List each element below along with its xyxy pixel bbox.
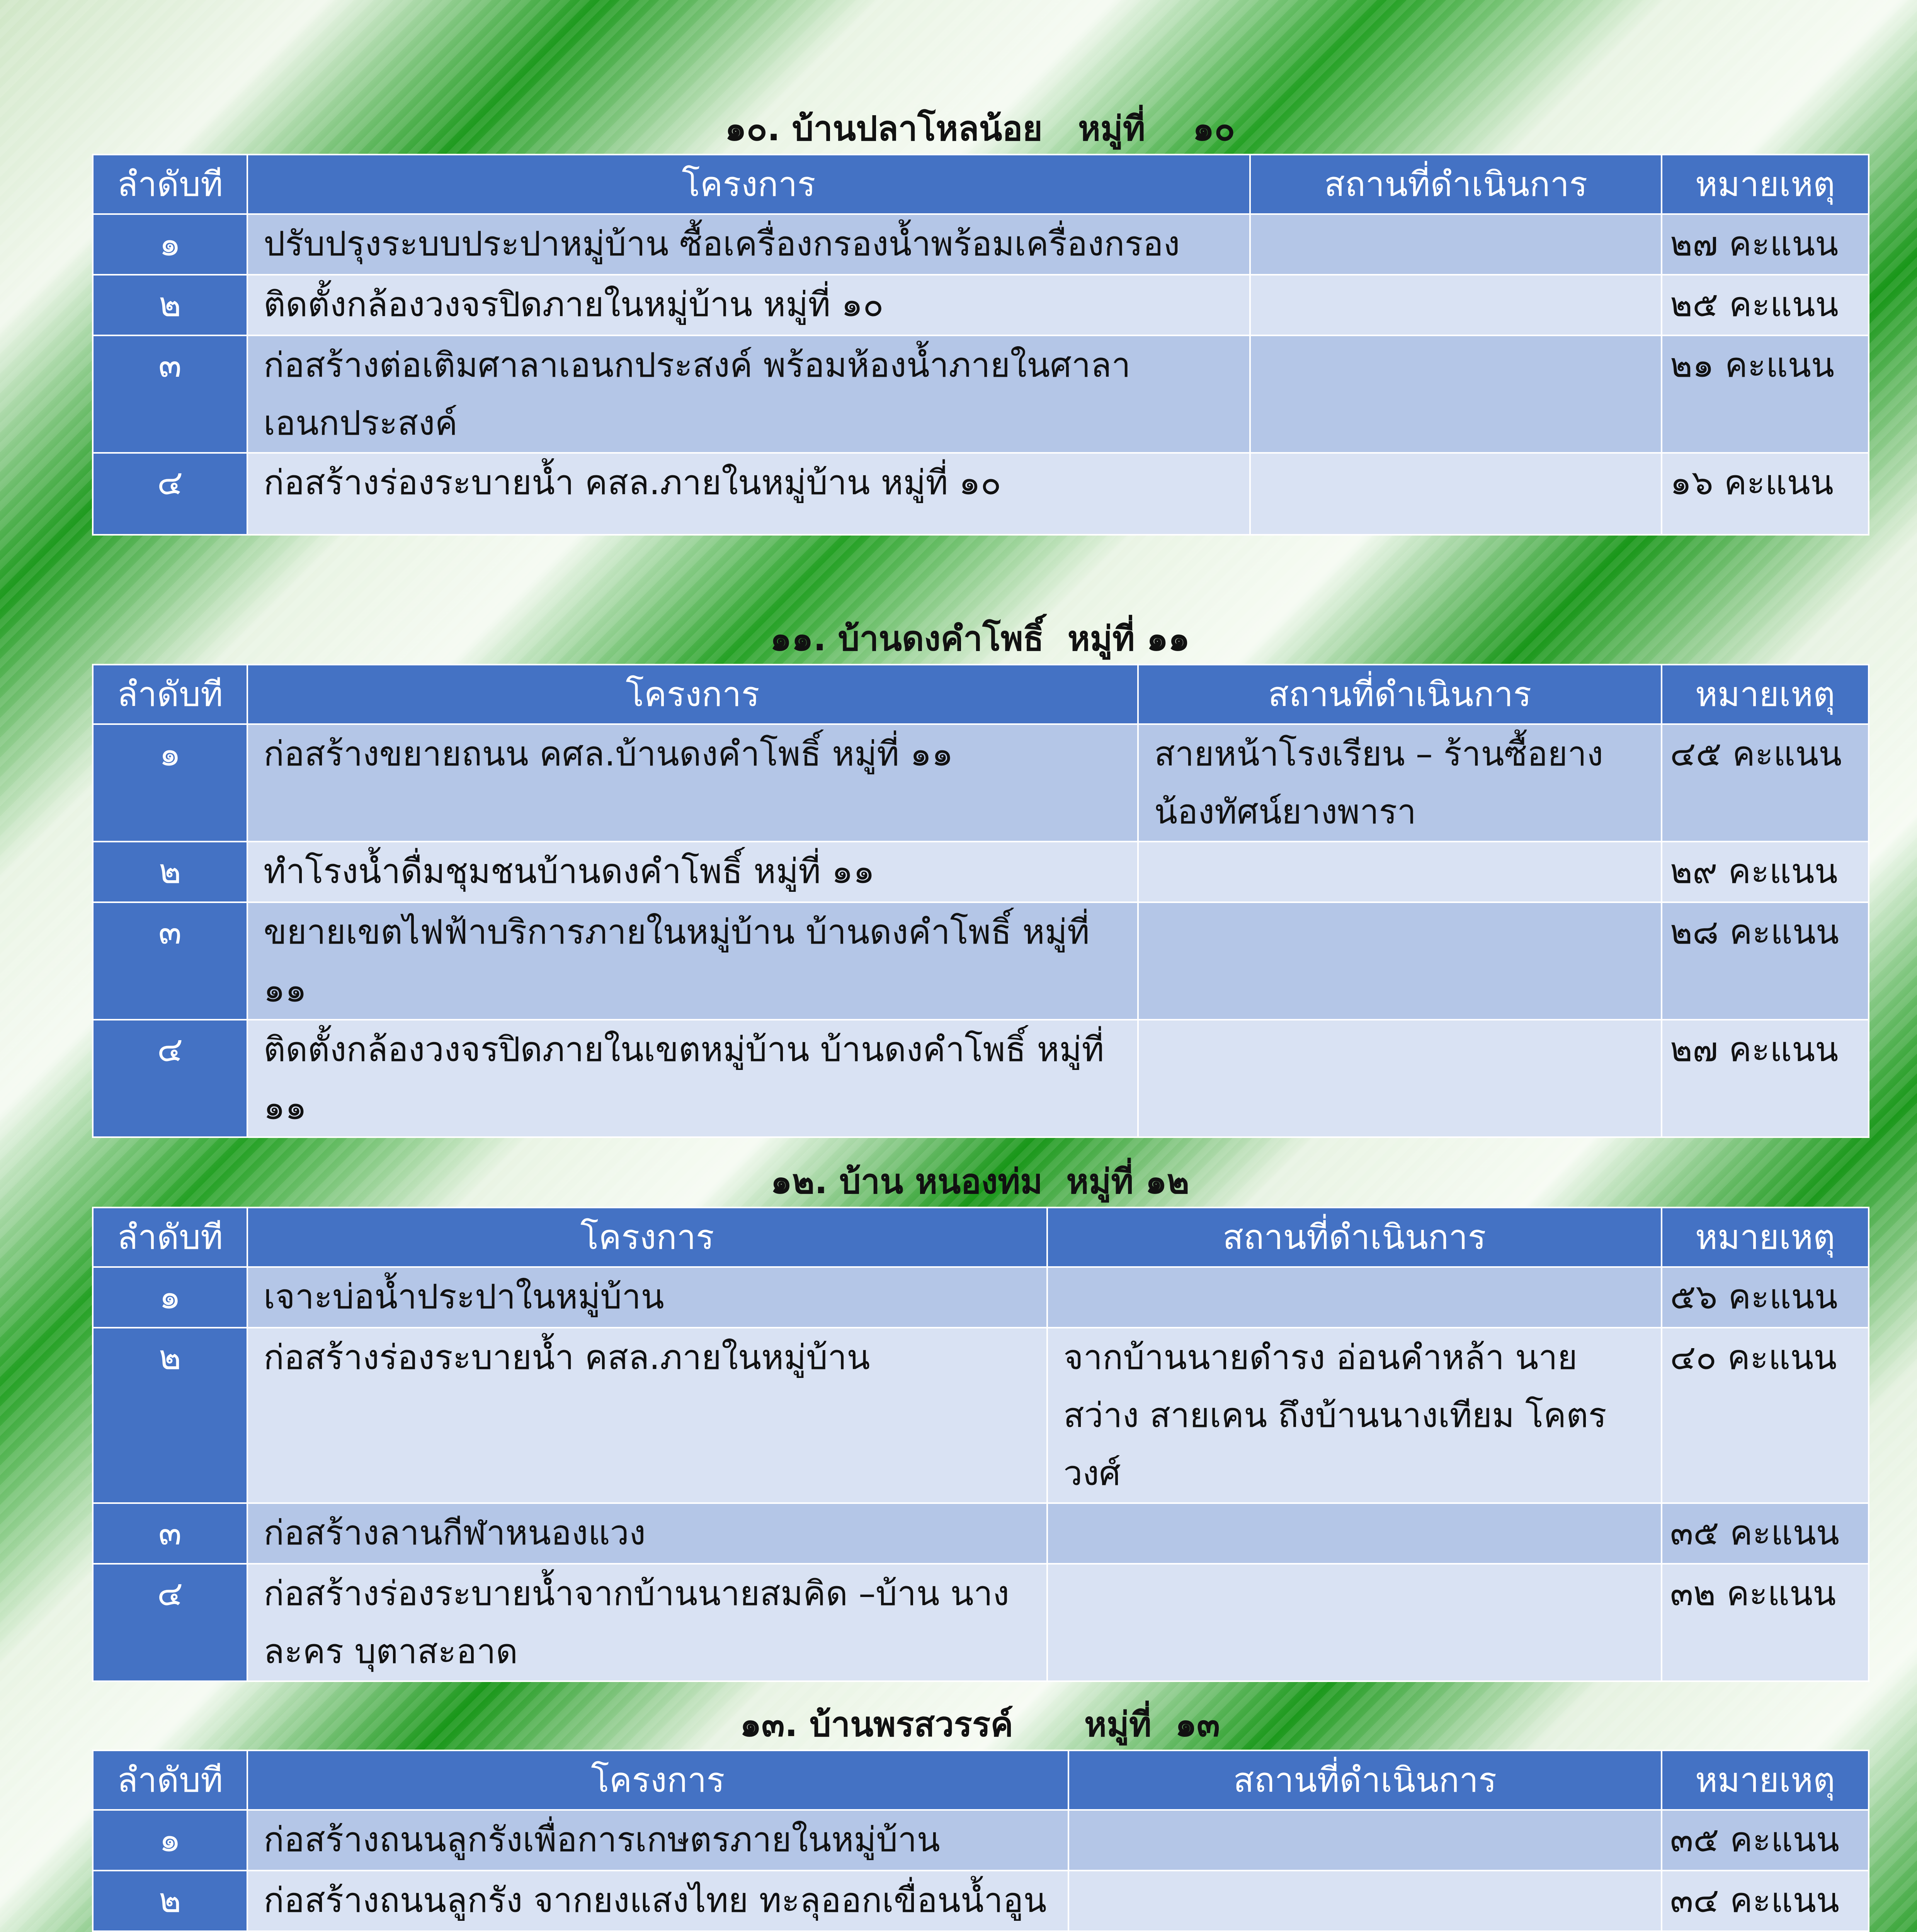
row-project: ทำโรงน้ำดื่มชุมชนบ้านดงคำโพธิ์ หมู่ที่ ๑๑	[247, 842, 1138, 902]
header-note: หมายเหตุ	[1662, 1750, 1869, 1810]
table-row	[93, 1810, 1869, 1871]
row-location	[1250, 214, 1662, 275]
table-row	[93, 214, 1869, 275]
row-project: ติดตั้งกล้องวงจรปิดภายในหมู่บ้าน หมู่ที่ ๑๐	[247, 275, 1250, 335]
row-score: ๔๐ คะแนน	[1662, 1328, 1869, 1503]
row-project: ก่อสร้างขยายถนน คศล.บ้านดงคำโพธิ์ หมู่ที่ ๑๑	[247, 724, 1138, 842]
row-score: ๒๘ คะแนน	[1662, 902, 1869, 1020]
project-table	[92, 1207, 1869, 1682]
row-number: ๔	[93, 1020, 247, 1137]
row-score: ๕๖ คะแนน	[1662, 1267, 1869, 1328]
row-project: เจาะบ่อน้ำประปาในหมู่บ้าน	[247, 1267, 1047, 1328]
row-project: ก่อสร้างร่องระบายน้ำ คสล.ภายในหมู่บ้าน	[247, 1328, 1047, 1503]
row-project: ก่อสร้างถนนลูกรังเพื่อการเกษตรภายในหมู่บ้าน	[247, 1810, 1068, 1871]
row-location	[1047, 1267, 1662, 1328]
header-project: โครงการ	[247, 155, 1250, 214]
table-row	[93, 453, 1869, 535]
table-row	[93, 1328, 1869, 1503]
row-number: ๓	[93, 1503, 247, 1564]
row-location	[1250, 335, 1662, 453]
header-order: ลำดับที	[93, 155, 247, 214]
row-project: ปรับปรุงระบบประปาหมู่บ้าน ซื้อเครื่องกรองน้ำพร้อมเครื่องกรอง	[247, 214, 1250, 275]
row-number: ๑	[93, 214, 247, 275]
row-number: ๓	[93, 902, 247, 1020]
table-row	[93, 1267, 1869, 1328]
row-location: จากบ้านนายดำรง อ่อนคำหล้า นายสว่าง สายเคน ถึงบ้านนางเทียม โคตรวงศ์	[1047, 1328, 1662, 1503]
row-score: ๒๗ คะแนน	[1662, 214, 1869, 275]
table-row	[93, 842, 1869, 902]
header-note: หมายเหตุ	[1662, 1208, 1869, 1267]
row-score: ๓๔ คะแนน	[1662, 1871, 1869, 1931]
table-row	[93, 1564, 1869, 1681]
row-location	[1047, 1503, 1662, 1564]
row-number: ๔	[93, 1564, 247, 1681]
header-location: สถานที่ดำเนินการ	[1047, 1208, 1662, 1267]
row-score: ๒๙ คะแนน	[1662, 842, 1869, 902]
table-row	[93, 724, 1869, 842]
row-project: ก่อสร้างต่อเติมศาลาเอนกประสงค์ พร้อมห้องน้ำภายในศาลาเอนกประสงค์	[247, 335, 1250, 453]
header-note: หมายเหตุ	[1662, 665, 1869, 724]
header-location: สถานที่ดำเนินการ	[1250, 155, 1662, 214]
project-table	[92, 664, 1869, 1138]
table-row	[93, 902, 1869, 1020]
section-title: ๑๒. บ้าน หนองท่ม หมู่ที่ ๑๒	[771, 1162, 1189, 1201]
row-number: ๒	[93, 275, 247, 335]
row-score: ๓๕ คะแนน	[1662, 1810, 1869, 1871]
row-number: ๔	[93, 453, 247, 535]
table-row	[93, 1020, 1869, 1137]
table-row	[93, 335, 1869, 453]
row-score: ๑๖ คะแนน	[1662, 453, 1869, 535]
row-project: ขยายเขตไฟฟ้าบริการภายในหมู่บ้าน บ้านดงคำโพธิ์ หมู่ที่ ๑๑	[247, 902, 1138, 1020]
row-number: ๒	[93, 1871, 247, 1931]
row-location	[1250, 453, 1662, 535]
project-table	[92, 1750, 1869, 1932]
header-location: สถานที่ดำเนินการ	[1138, 665, 1662, 724]
header-project: โครงการ	[247, 1750, 1068, 1810]
header-order: ลำดับที	[93, 1750, 247, 1810]
row-project: ก่อสร้างลานกีฬาหนองแวง	[247, 1503, 1047, 1564]
row-location: สายหน้าโรงเรียน – ร้านซื้อยางน้องทัศน์ยางพารา	[1138, 724, 1662, 842]
row-score: ๒๗ คะแนน	[1662, 1020, 1869, 1137]
table-row	[93, 1503, 1869, 1564]
row-score: ๓๒ คะแนน	[1662, 1564, 1869, 1681]
section-title: ๑๓. บ้านพรสวรรค์ หมู่ที่ ๑๓	[740, 1704, 1220, 1744]
row-location	[1138, 902, 1662, 1020]
row-project: ติดตั้งกล้องวงจรปิดภายในเขตหมู่บ้าน บ้านดงคำโพธิ์ หมู่ที่ ๑๑	[247, 1020, 1138, 1137]
row-score: ๒๑ คะแนน	[1662, 335, 1869, 453]
row-location	[1138, 842, 1662, 902]
row-project: ก่อสร้างร่องระบายน้ำ คสล.ภายในหมู่บ้าน หมู่ที่ ๑๐	[247, 453, 1250, 535]
project-table	[92, 154, 1869, 536]
header-order: ลำดับที	[93, 665, 247, 724]
row-location	[1138, 1020, 1662, 1137]
header-note: หมายเหตุ	[1662, 155, 1869, 214]
header-order: ลำดับที	[93, 1208, 247, 1267]
row-number: ๒	[93, 1328, 247, 1503]
row-location	[1047, 1564, 1662, 1681]
row-score: ๒๕ คะแนน	[1662, 275, 1869, 335]
row-score: ๔๕ คะแนน	[1662, 724, 1869, 842]
header-project: โครงการ	[247, 665, 1138, 724]
row-score: ๓๕ คะแนน	[1662, 1503, 1869, 1564]
row-location	[1250, 275, 1662, 335]
row-number: ๓	[93, 335, 247, 453]
row-location	[1068, 1871, 1662, 1931]
header-project: โครงการ	[247, 1208, 1047, 1267]
header-location: สถานที่ดำเนินการ	[1068, 1750, 1662, 1810]
table-row	[93, 275, 1869, 335]
row-location	[1068, 1810, 1662, 1871]
section-title: ๑๑. บ้านดงคำโพธิ์ หมู่ที่ ๑๑	[770, 619, 1190, 658]
section-title: ๑๐. บ้านปลาโหลน้อย หมู่ที่ ๑๐	[725, 109, 1235, 148]
table-row	[93, 1871, 1869, 1931]
row-number: ๒	[93, 842, 247, 902]
row-number: ๑	[93, 1267, 247, 1328]
row-number: ๑	[93, 724, 247, 842]
row-number: ๑	[93, 1810, 247, 1871]
row-project: ก่อสร้างร่องระบายน้ำจากบ้านนายสมคิด –บ้าน นางละคร บุตาสะอาด	[247, 1564, 1047, 1681]
row-project: ก่อสร้างถนนลูกรัง จากยงแสงไทย ทะลุออกเขื่อนน้ำอูน	[247, 1871, 1068, 1931]
